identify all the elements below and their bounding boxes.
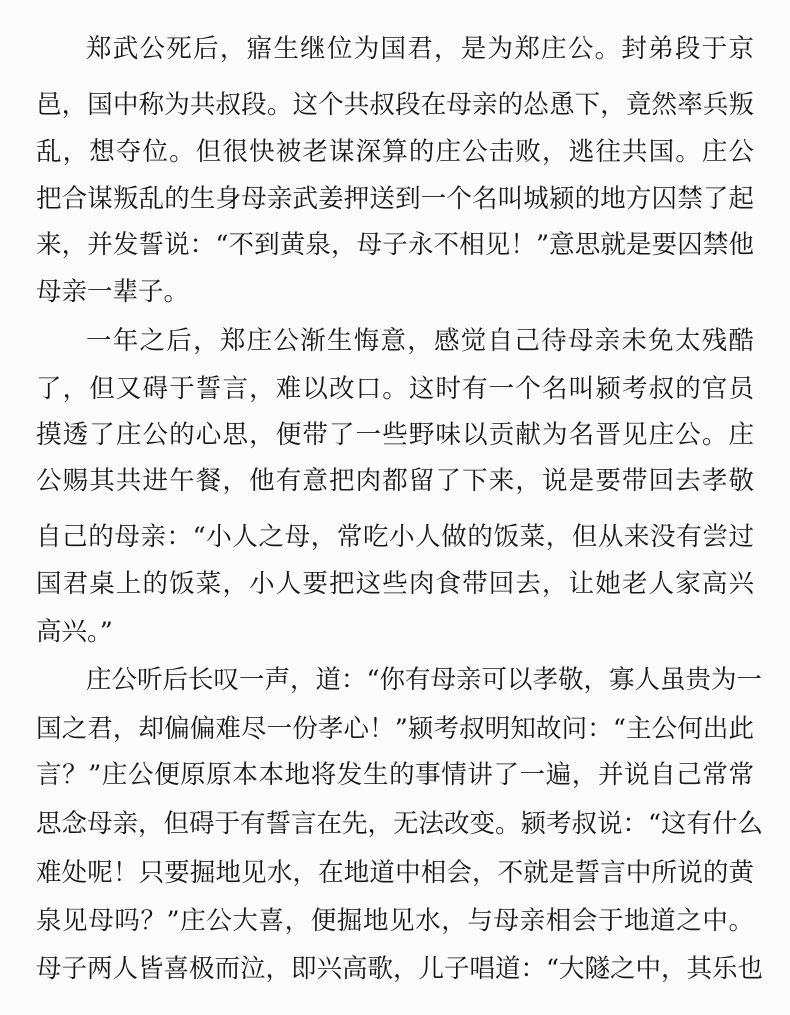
text-line: 母子两人皆喜极而泣，即兴高歌，儿子唱道：“大隧之中，其乐也 [36, 954, 764, 984]
text-line: 自己的母亲：“小人之母，常吃小人做的饭菜，但从来没有尝过 [36, 522, 754, 552]
text-line: 国君桌上的饭菜，小人要把这些肉食带回去，让她老人家高兴 [36, 569, 754, 599]
text-line: 把合谋叛乱的生身母亲武姜押送到一个名叫城颍的地方囚禁了起 [36, 184, 754, 214]
text-line: 邑，国中称为共叔段。这个共叔段在母亲的怂恿下，竟然率兵叛 [36, 90, 754, 120]
text-line: 乱，想夺位。但很快被老谋深算的庄公击败，逃往共国。庄公 [36, 137, 754, 167]
text-line: 一年之后，郑庄公渐生悔意，感觉自己待母亲未免太残酷 [86, 326, 754, 356]
text-line: 来，并发誓说：“不到黄泉，母子永不相见！”意思就是要囚禁他 [36, 230, 754, 260]
text-line: 庄公听后长叹一声，道：“你有母亲可以孝敬，寡人虽贵为一 [86, 665, 763, 695]
text-line: 高兴。” [36, 617, 113, 647]
text-line: 摸透了庄公的心思，便带了一些野味以贡献为名晋见庄公。庄 [36, 420, 754, 450]
text-line: 言？”庄公便原原本本地将发生的事情讲了一遍，并说自己常常 [36, 760, 754, 790]
text-line: 公赐其共进午餐，他有意把肉都留了下来，说是要带回去孝敬 [36, 466, 754, 496]
text-line: 郑武公死后，寤生继位为国君，是为郑庄公。封弟段于京 [86, 34, 754, 64]
text-line: 泉见母吗？”庄公大喜，便掘地见水，与母亲相会于地道之中。 [36, 906, 754, 936]
text-line: 思念母亲，但碍于有誓言在先，无法改变。颍考叔说：“这有什么 [36, 809, 764, 839]
text-line: 难处呢！只要掘地见水，在地道中相会，不就是誓言中所说的黄 [36, 858, 754, 888]
text-line: 国之君，却偏偏难尽一份孝心！”颍考叔明知故问：“主公何出此 [36, 714, 754, 744]
text-line: 了，但又碍于誓言，难以改口。这时有一个名叫颍考叔的官员 [36, 374, 754, 404]
text-line: 母亲一辈子。 [36, 277, 190, 307]
